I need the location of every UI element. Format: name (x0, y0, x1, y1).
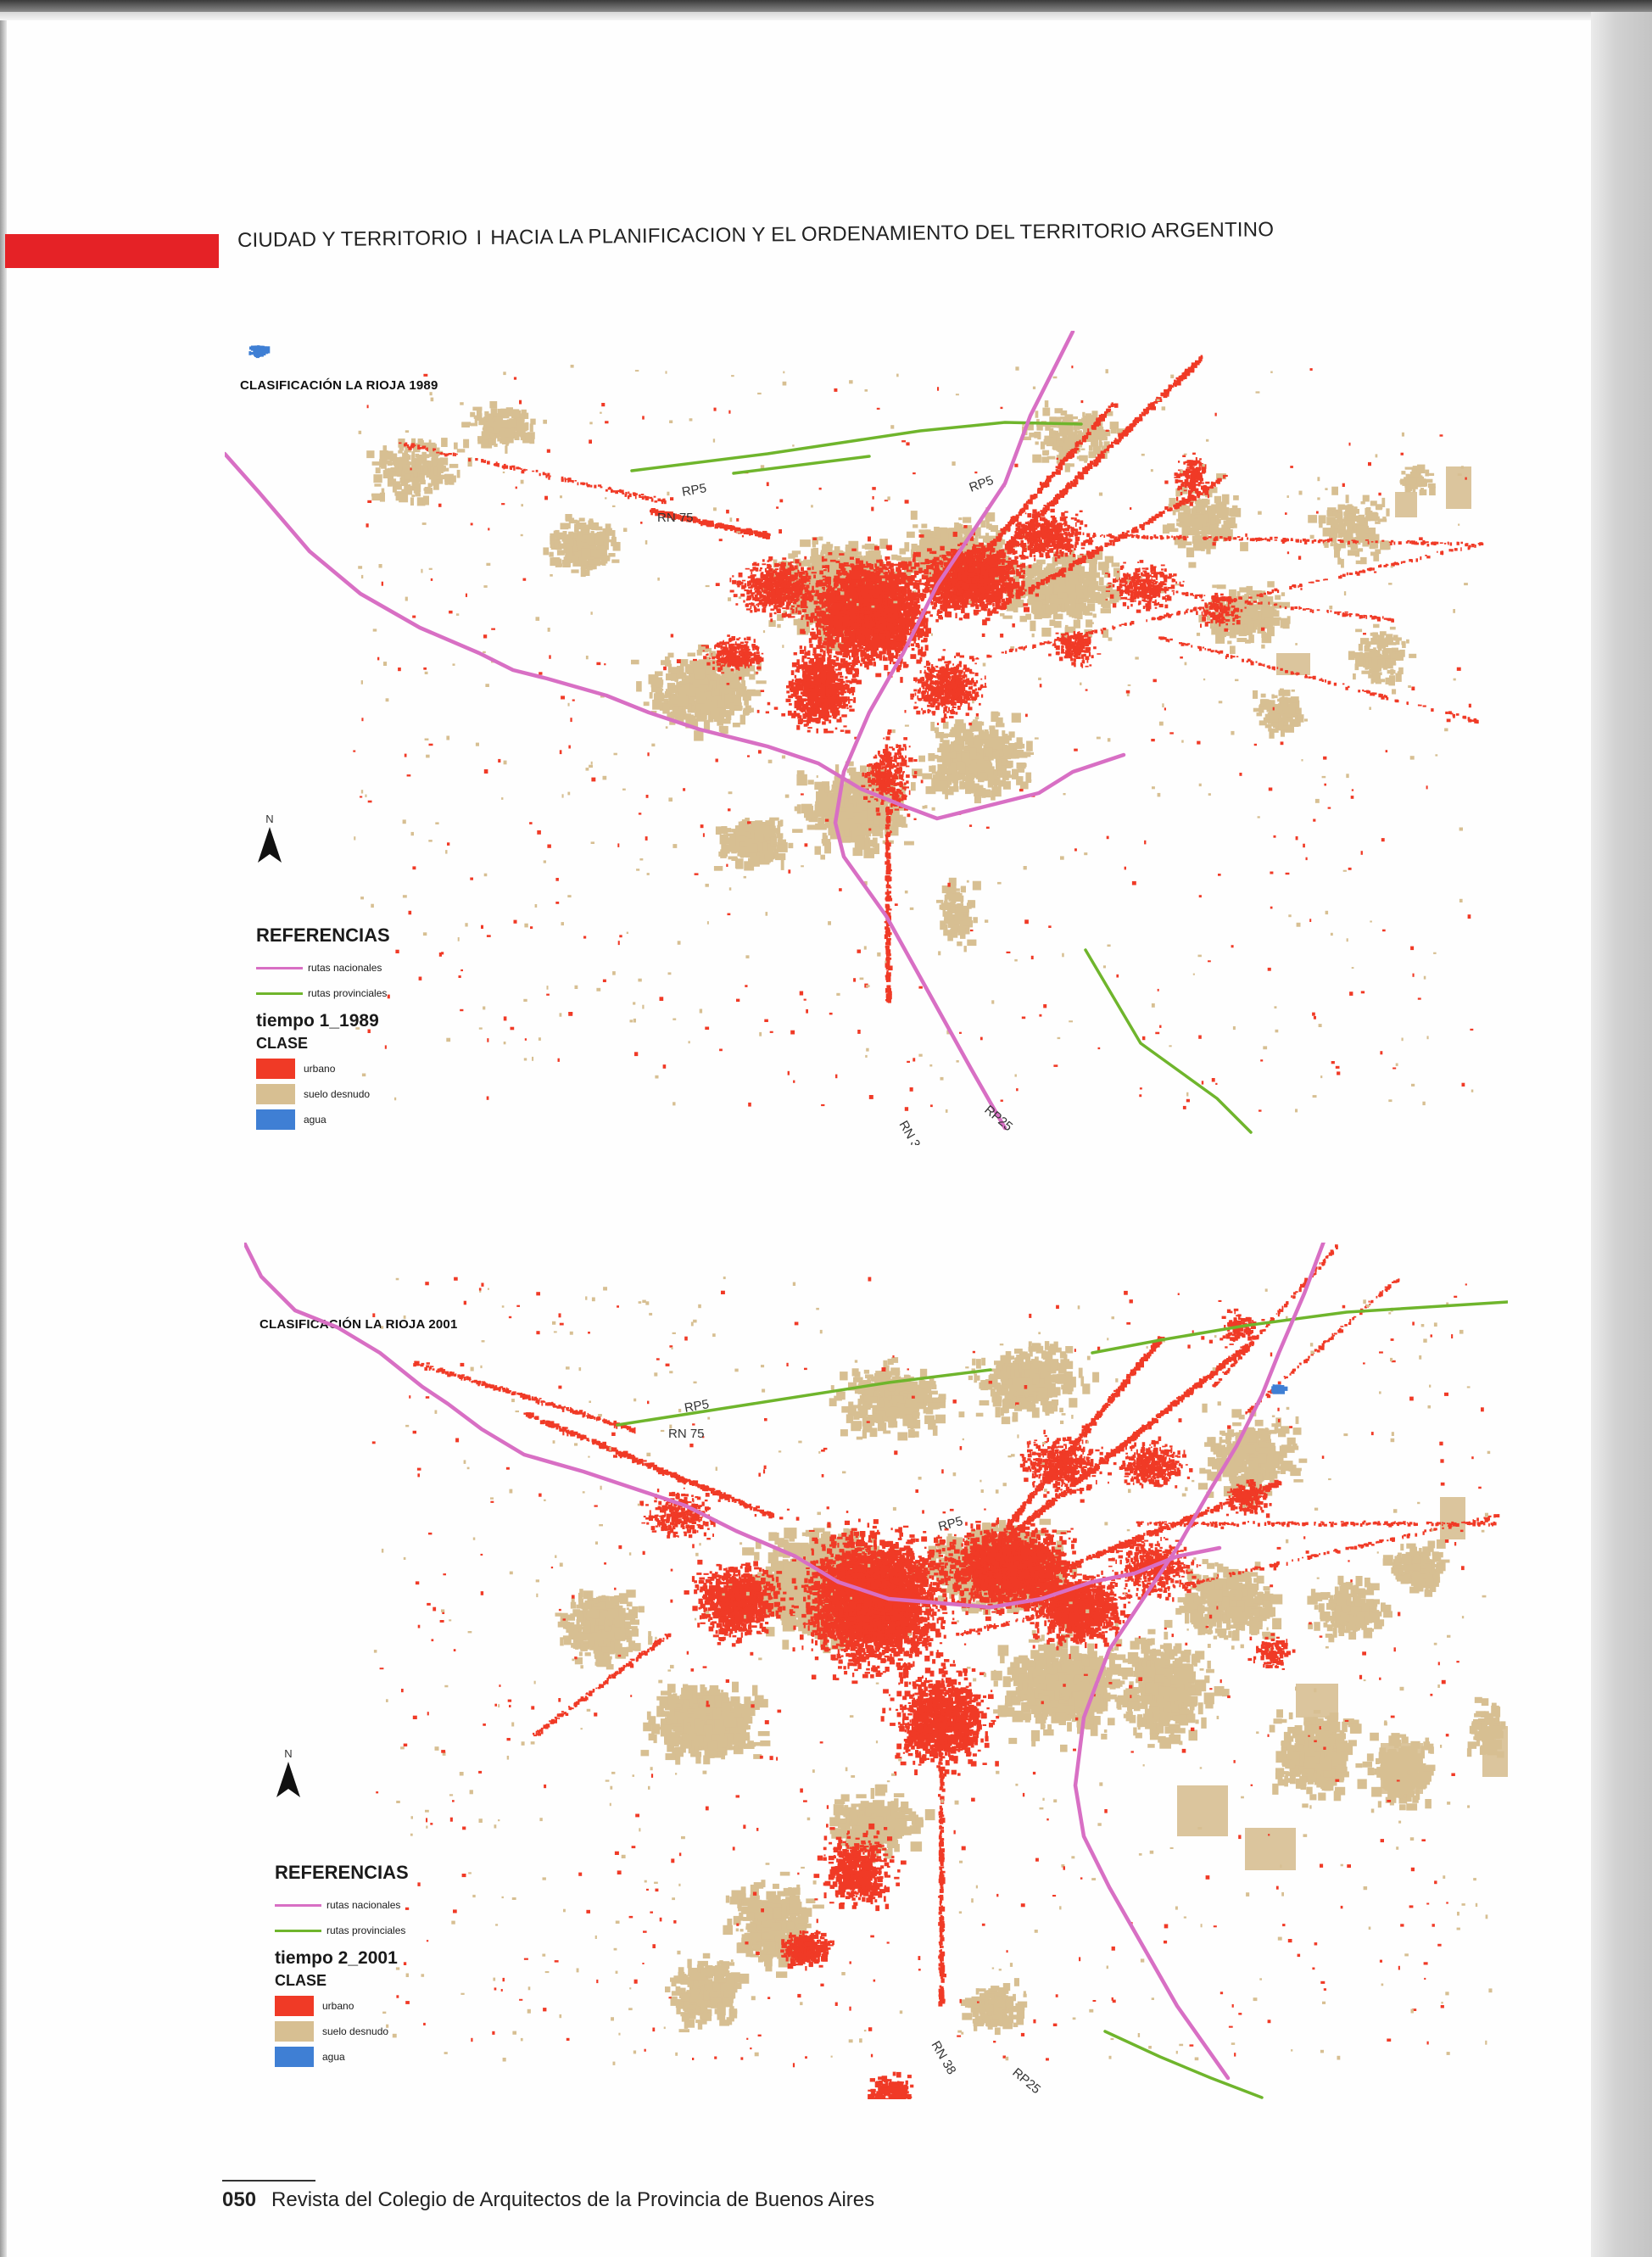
route-label: RN 38 (929, 2039, 959, 2077)
legend-color-swatch (275, 2021, 314, 2042)
route-label: RP5 (968, 473, 996, 495)
header-separator: I (476, 226, 482, 249)
route-label: RP25 (981, 1103, 1015, 1134)
legend-class-agua (256, 1107, 477, 1132)
map-2-north-arrow (271, 1747, 305, 1803)
legend-color-swatch (275, 1996, 314, 2016)
map-2-legend (275, 1862, 495, 2070)
map-2-urbano-areas (372, 1244, 1500, 2099)
legend-route-provincial (256, 980, 477, 1006)
legend-title: REFERENCIAS (256, 925, 477, 947)
legend-class-suelo (256, 1081, 477, 1107)
legend-period: tiempo 1_1989 (256, 1011, 477, 1031)
map-2-suelo-desnudo-areas (555, 1341, 1509, 2035)
page-left-edge (0, 20, 7, 2257)
page-binding-shadow (1591, 12, 1652, 2257)
legend-route-provincial (275, 1918, 495, 1943)
legend-class-title: CLASE (256, 1035, 477, 1053)
legend-class-label: agua (322, 2051, 345, 2063)
route-label: RN 75 (657, 511, 694, 525)
map-1-agua-areas (248, 345, 270, 358)
map-1-urbano-areas (353, 355, 1483, 1113)
legend-route-nacional (275, 1892, 495, 1918)
north-letter: N (271, 1747, 305, 1760)
page-top-shadow (0, 0, 1652, 12)
legend-route-label: rutas provinciales (326, 1925, 405, 1936)
map-1-north-arrow (253, 813, 287, 869)
route-label: RP5 (681, 481, 708, 500)
legend-route-label: rutas provinciales (308, 987, 387, 999)
page-number: 050 (222, 2188, 256, 2211)
legend-line-swatch (256, 967, 303, 969)
legend-title: REFERENCIAS (275, 1862, 495, 1884)
header-section: CIUDAD Y TERRITORIO (237, 226, 468, 252)
legend-class-label: suelo desnudo (322, 2025, 388, 2037)
route-line (734, 456, 869, 473)
north-letter: N (253, 813, 287, 825)
legend-class-urbano (275, 1993, 495, 2019)
legend-class-agua (275, 2044, 495, 2070)
route-line (1086, 950, 1251, 1132)
page-top-edge (0, 12, 1652, 20)
legend-route-label: rutas nacionales (308, 962, 382, 974)
route-label: RP5 (684, 1397, 711, 1416)
legend-class-label: urbano (304, 1063, 335, 1075)
legend-class-suelo (275, 2019, 495, 2044)
legend-color-swatch (256, 1084, 295, 1104)
route-label: RP5 (937, 1514, 965, 1534)
map-1-title: CLASIFICACIÓN LA RIOJA 1989 (240, 378, 438, 393)
legend-class-title: CLASE (275, 1972, 495, 1990)
legend-color-swatch (256, 1059, 295, 1079)
section-color-bar (5, 234, 219, 268)
legend-class-urbano (256, 1056, 477, 1081)
legend-line-swatch (256, 992, 303, 995)
route-line (1105, 2031, 1262, 2098)
north-arrow-icon (271, 1760, 305, 1799)
header-title: HACIA LA PLANIFICACION Y EL ORDENAMIENTO DEL TERRITORIO ARGENTINO (490, 218, 1274, 249)
legend-line-swatch (275, 1904, 321, 1907)
route-label: RN 75 (668, 1427, 705, 1441)
route-label: RP25 (1009, 2065, 1043, 2097)
publication-name: Revista del Colegio de Arquitectos de la Provincia de Buenos Aires (271, 2188, 874, 2211)
legend-period: tiempo 2_2001 (275, 1948, 495, 1969)
legend-line-swatch (275, 1930, 321, 1932)
legend-color-swatch (256, 1109, 295, 1130)
legend-class-label: urbano (322, 2000, 354, 2012)
route-label: RN 38 (896, 1119, 927, 1146)
running-header (237, 218, 1274, 253)
legend-color-swatch (275, 2047, 314, 2067)
legend-route-label: rutas nacionales (326, 1899, 400, 1911)
map-2-title: CLASIFICACIÓN LA RIOJA 2001 (260, 1317, 458, 1332)
legend-route-nacional (256, 955, 477, 980)
page-footer (222, 2188, 874, 2212)
north-arrow-icon (253, 825, 287, 864)
legend-class-label: agua (304, 1114, 326, 1126)
map-1-legend (256, 925, 477, 1132)
footer-rule (222, 2180, 315, 2182)
legend-class-label: suelo desnudo (304, 1088, 370, 1100)
